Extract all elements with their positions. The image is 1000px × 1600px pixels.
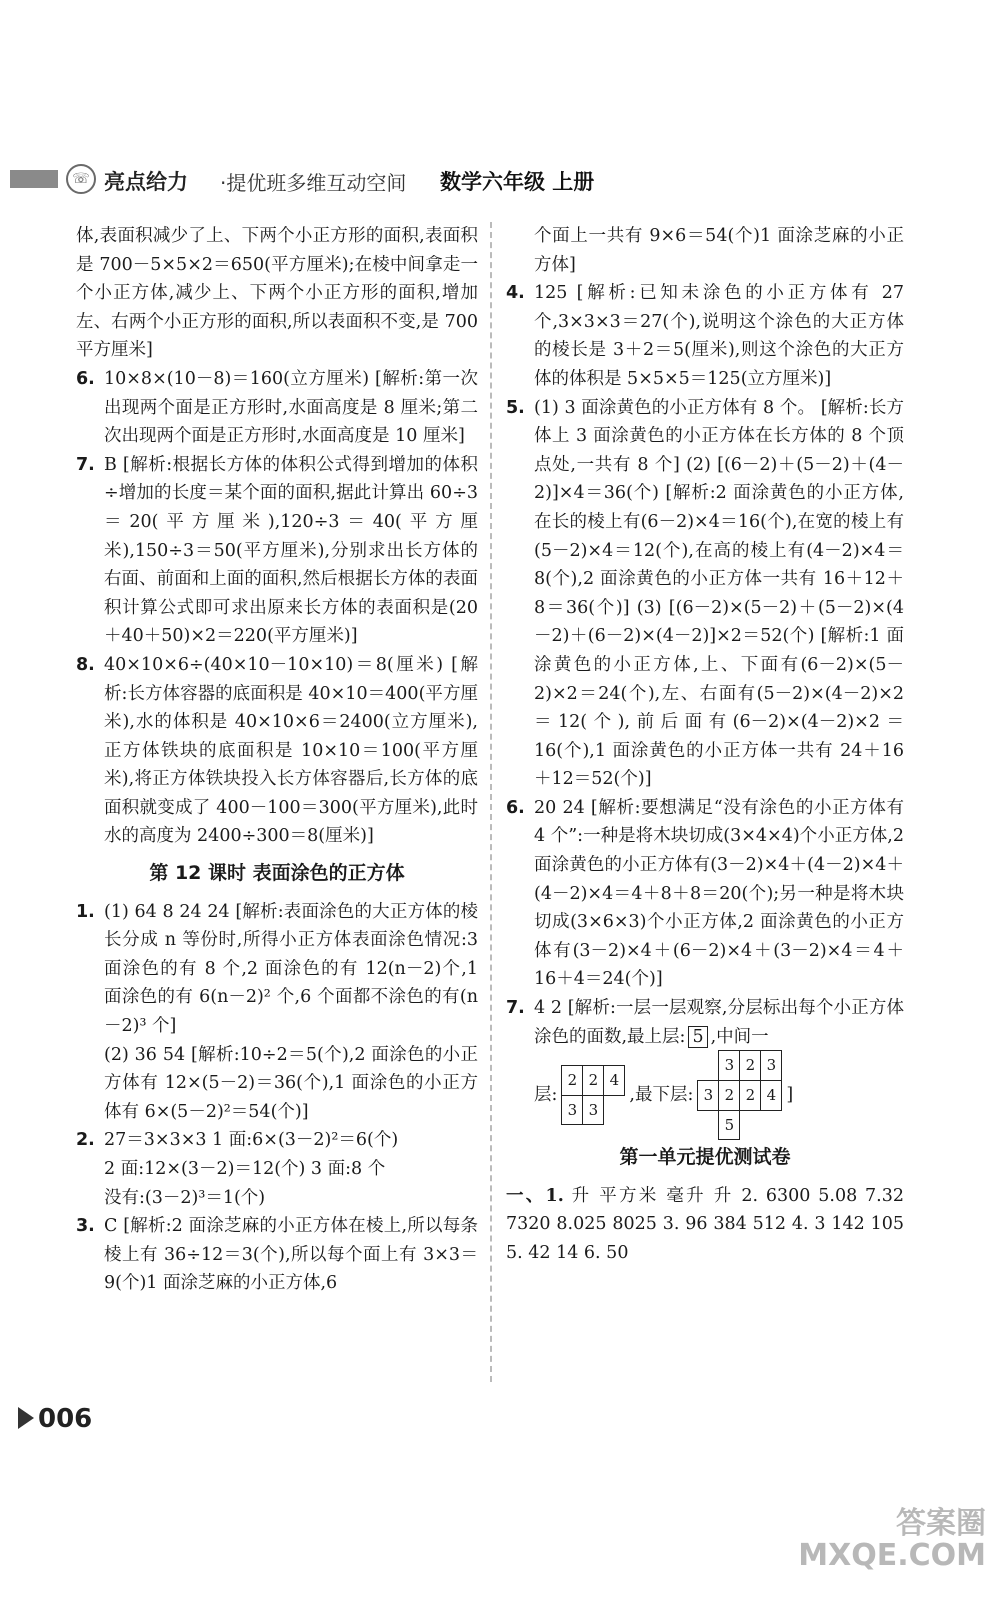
answer-text: 升 平方米 毫升 升 2. 6300 5.08 7.32 7320 8.025 8025 3. 96 384 512 4. 3 142 105 5. 42 14 6. 50 xyxy=(506,1185,905,1263)
answer-number: 2. xyxy=(76,1130,95,1151)
answer-number: 8. xyxy=(76,654,95,675)
lesson-answer-3 xyxy=(76,1212,478,1298)
continued-answer: 体,表面积减少了上、下两个小正方形的面积,表面积是 700－5×5×2＝650(平方厘米);在棱中间拿走一个小正方体,减少上、下两个小正方形的面积,增加左、右两个小正方形的面积,所以表面积不变,是 700 平方厘米] xyxy=(76,226,478,361)
answer-line: 27＝3×3×3 1 面:6×(3－2)²＝6(个) xyxy=(104,1130,399,1151)
right-column xyxy=(506,222,904,1268)
answer-number: 7. xyxy=(506,998,525,1019)
unit-test-title: 第一单元提优测试卷 xyxy=(619,1146,791,1169)
lesson-answer-2 xyxy=(76,1126,478,1212)
middle-layer-label: 层: xyxy=(534,1084,558,1105)
grid-cell: 2 xyxy=(583,1066,604,1096)
grid-cell: 5 xyxy=(719,1110,740,1140)
top-layer-box: 5 xyxy=(688,1026,707,1048)
grid-cell: 2 xyxy=(740,1080,761,1110)
answer-text: 4 2 [解析:一层一层观察,分层标出每个小正方体涂色的面数,最上层: xyxy=(534,998,904,1047)
lesson-answer-6 xyxy=(506,794,904,994)
closing-bracket: ] xyxy=(786,1084,794,1105)
page-header xyxy=(10,160,990,200)
answer-text: B [解析:根据长方体的体积公式得到增加的体积÷增加的长度＝某个面的面积,据此计算出 60÷3＝20(平方厘米),120÷3＝40(平方厘米),150÷3＝50(平方厘米),分别求出长方体的右面、前面和上面的面积,然后根据长方体的表面积计算公式即可求出原来长方体的表面积是(20＋40＋50)×2＝220(平方厘米)] xyxy=(104,454,478,647)
column-divider xyxy=(490,222,492,1382)
grid-cell-empty xyxy=(740,1110,761,1140)
lesson-answer-4 xyxy=(506,279,904,393)
grid-cell: 3 xyxy=(583,1095,604,1125)
header-bar-decoration xyxy=(10,170,58,188)
answer-text: (2) 36 54 [解析:10÷2＝5(个),2 面涂色的小正方体有 12×(5－2)＝36(个),1 面涂色的小正方体有 6×(5－2)²＝54(个)] xyxy=(104,1044,478,1122)
continued-answer: 个面上一共有 9×6＝54(个)1 面涂芝麻的小正方体] xyxy=(534,226,904,275)
answer-text: (1) 64 8 24 24 [解析:表面涂色的大正方体的棱长分成 n 等份时,所得小正方体表面涂色情况:3 面涂色的有 8 个,2 面涂色的有 12(n－2)个,1 面涂色的有 6(n－2)² 个,6 个面都不涂色的有(n－2)³ 个] xyxy=(104,901,478,1037)
section-prefix: 一、 xyxy=(506,1185,546,1206)
triangle-icon xyxy=(18,1407,34,1429)
answer-number: 4. xyxy=(506,283,525,304)
watermark-title: 答案圈 xyxy=(896,1506,986,1541)
grid-cell: 3 xyxy=(698,1080,719,1110)
grid-cell-empty xyxy=(761,1110,782,1140)
middle-layer-grid xyxy=(561,1065,625,1125)
lesson-answer-1 xyxy=(76,898,478,1127)
answer-8 xyxy=(76,651,478,851)
unit-answers xyxy=(506,1182,904,1268)
page-number-text: 006 xyxy=(38,1404,93,1434)
lesson-answer-5 xyxy=(506,394,904,794)
answer-text: C [解析:2 面涂芝麻的小正方体在棱上,所以每条棱上有 36÷12＝3(个),所以每个面上有 3×3＝9(个)1 面涂芝麻的小正方体,6 xyxy=(104,1216,478,1294)
grid-cell: 3 xyxy=(719,1051,740,1081)
answer-text: 125 [解析:已知未涂色的小正方体有 27 个,3×3×3＝27(个),说明这个涂色的大正方体的棱长是 3＋2＝5(厘米),则这个涂色的大正方体的体积是 5×5×5＝125(立方厘米)] xyxy=(534,283,904,389)
answer-text: 20 24 [解析:要想满足“没有涂色的小正方体有 4 个”:一种是将木块切成(3×4×4)个小正方体,2 面涂黄色的小正方体有(3－2)×4＋(4－2)×4＋(4－2)×4＝4＋8＋8＝20(个);另一种是将木块切成(3×6×3)个小正方体,2 面涂黄色的小正方体有(3－2)×4＋(6－2)×4＋(3－2)×4＝4＋16＋4＝24(个)] xyxy=(534,797,904,990)
answer-text: 40×10×6÷(40×10－10×10)＝8(厘米) [解析:长方体容器的底面积是 40×10＝400(平方厘米),水的体积是 40×10×6＝2400(立方厘米),正方体铁块的底面积是 10×10＝100(平方厘米),将正方体铁块投入长方体容器后,长方体的底面积就变成了 400－100＝300(平方厘米),此时水的高度为 2400÷300＝8(厘米)] xyxy=(104,654,478,847)
grid-cell: 4 xyxy=(604,1066,625,1096)
answer-text: (1) 3 面涂黄色的小正方体有 8 个。 [解析:长方体上 3 面涂黄色的小正方体在长方体的 8 个顶点处,一共有 8 个] (2) [(6－2)＋(5－2)＋(4－2)]×4＝36(个) [解析:2 面涂黄色的小正方体,在长的棱上有(6－2)×4＝16(个),在宽的棱上有(5－2)×4＝12(个),在高的棱上有(4－2)×4＝8(个),2 面涂黄色的小正方体一共有 16＋12＋8＝36(个)] (3) [(6－2)×(5－2)＋(5－2)×(4－2)＋(6－2)×(4－2)]×2＝52(个) [解析:1 面涂黄色的小正方体,上、下面有(6－2)×(5－2)×2＝24(个),左、右面有(5－2)×(4－2)×2＝12(个),前后面有(6－2)×(4－2)×2＝16(个),1 面涂黄色的小正方体一共有 24＋16＋12＝52(个)] xyxy=(534,397,904,790)
grid-cell-empty xyxy=(698,1051,719,1081)
answer-number: 1. xyxy=(545,1185,564,1206)
watermark xyxy=(798,1508,986,1572)
header-brand: 亮点给力 xyxy=(104,170,188,194)
header-subtitle: ·提优班多维互动空间 xyxy=(220,171,407,195)
grid-cell: 4 xyxy=(761,1080,782,1110)
left-column xyxy=(76,222,478,1298)
answer-7 xyxy=(76,451,478,651)
grid-cell: 3 xyxy=(761,1051,782,1081)
layer-grids xyxy=(534,1055,904,1135)
phone-icon: ☏ xyxy=(66,164,96,194)
grid-cell: 2 xyxy=(740,1051,761,1081)
header-book-title: 数学六年级 上册 xyxy=(440,170,595,194)
watermark-url: MXQE.COM xyxy=(798,1538,986,1573)
answer-number: 6. xyxy=(76,368,95,389)
answer-text: 10×8×(10－8)＝160(立方厘米) [解析:第一次出现两个面是正方形时,水面高度是 8 厘米;第二次出现两个面是正方形时,水面高度是 10 厘米] xyxy=(104,368,478,447)
grid-cell: 2 xyxy=(719,1080,740,1110)
answer-6 xyxy=(76,365,478,451)
lesson-title: 第 12 课时 表面涂色的正方体 xyxy=(149,862,405,885)
answer-number: 6. xyxy=(506,797,525,818)
answer-number: 3. xyxy=(76,1216,95,1237)
grid-cell: 2 xyxy=(562,1066,583,1096)
grid-cell-empty xyxy=(698,1110,719,1140)
answer-line: 没有:(3－2)³＝1(个) xyxy=(104,1187,266,1208)
bottom-layer-grid xyxy=(697,1050,782,1140)
bottom-layer-label: ,最下层: xyxy=(629,1084,694,1105)
answer-number: 1. xyxy=(76,901,95,922)
answer-text: ,中间一 xyxy=(710,1026,769,1047)
grid-cell: 3 xyxy=(562,1095,583,1125)
page-number xyxy=(18,1404,92,1434)
answer-line: 2 面:12×(3－2)＝12(个) 3 面:8 个 xyxy=(104,1159,386,1179)
answer-number: 7. xyxy=(76,454,95,475)
answer-number: 5. xyxy=(506,397,525,418)
grid-cell-empty xyxy=(604,1095,625,1125)
lesson-answer-7 xyxy=(506,994,904,1051)
